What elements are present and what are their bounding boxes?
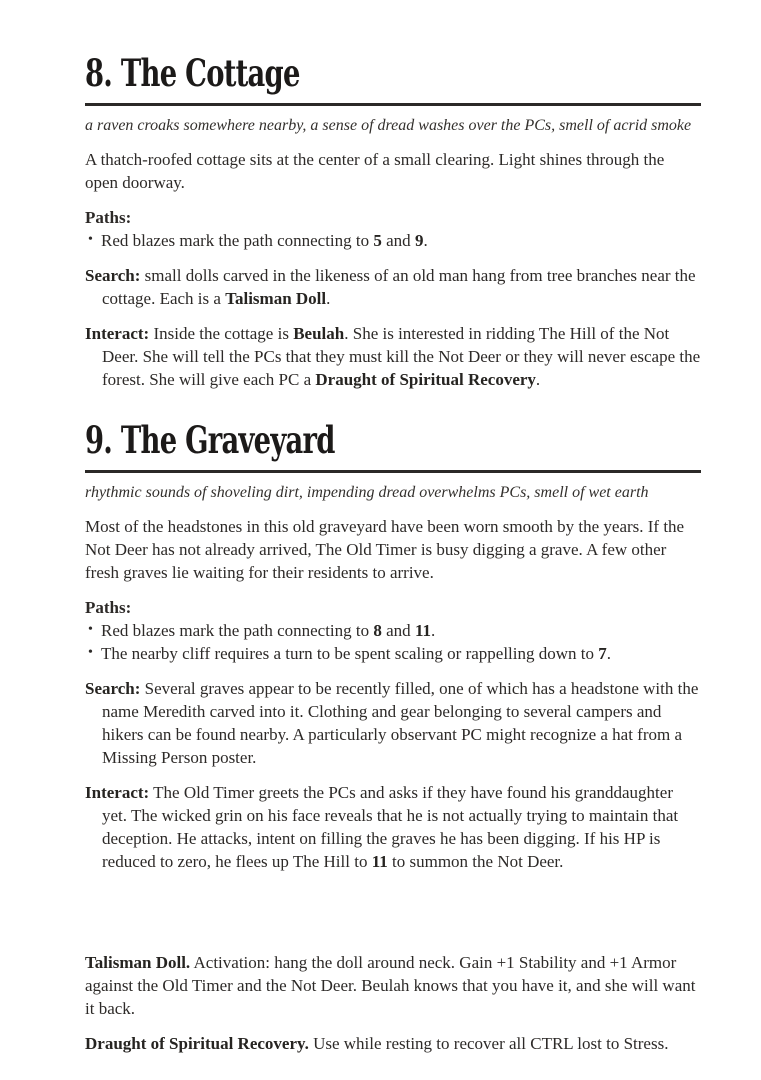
- path-item: • Red blazes mark the path connecting to 5 and 9.: [85, 229, 701, 252]
- search-paragraph: Search: small dolls carved in the likeness of an old man hang from tree branches near the cottage. Each is a Talisman Doll.: [85, 266, 696, 308]
- intro-paragraph: A thatch-roofed cottage sits at the center of a small clearing. Light shines through the open doorway.: [85, 150, 665, 192]
- item-paragraph-draught: Draught of Spiritual Recovery. Use while resting to recover all CTRL lost to Stress.: [85, 1034, 669, 1053]
- paths-list: [85, 619, 701, 665]
- section-title: 8. The Cottage: [85, 51, 300, 95]
- flavor-text: a raven croaks somewhere nearby, a sense of dread washes over the PCs, smell of acrid smoke: [85, 117, 692, 134]
- intro-paragraph: Most of the headstones in this old graveyard have been worn smooth by the years. If the Not Deer has not already arrived, The Old Timer is busy digging a grave. A few other fresh graves lie waiting for their residents to arrive.: [85, 517, 685, 582]
- path-item: • Red blazes mark the path connecting to 8 and 11.: [85, 619, 701, 642]
- interact-paragraph: Interact: The Old Timer greets the PCs and asks if they have found his granddaughter yet. The wicked grin on his face reveals that he is not actually trying to maintain that deception. He attacks, intent on filling the graves he has been digging. If his HP is reduced to zero, he flees up The Hill to 11 to summon the Not Deer.: [85, 783, 679, 871]
- search-paragraph: Search: Several graves appear to be recently filled, one of which has a headstone with the name Meredith carved into it. Clothing and gear belonging to several campers and hikers can be found nearby. A particularly observant PC might recognize a hat from a Missing Person poster.: [85, 679, 699, 767]
- item-paragraph-talisman-doll: Talisman Doll. Activation: hang the doll around neck. Gain +1 Stability and +1 Armor against the Old Timer and the Not Deer. Beulah knows that you have it, and she will want it back.: [85, 953, 696, 1018]
- section-the-graveyard: [85, 418, 701, 873]
- flavor-text: rhythmic sounds of shoveling dirt, impending dread overwhelms PCs, smell of wet earth: [85, 484, 649, 501]
- item-descriptions: [85, 951, 701, 1055]
- section-heading-rule: [85, 418, 701, 473]
- paths-label: Paths:: [85, 598, 132, 617]
- interact-paragraph: Interact: Inside the cottage is Beulah. She is interested in ridding The Hill of the Not Deer. She will tell the PCs that they must kill the Not Deer or they will never escape the forest. She will give each PC a Draught of Spiritual Recovery.: [85, 324, 701, 389]
- path-item: • The nearby cliff requires a turn to be spent scaling or rappelling down to 7.: [85, 642, 701, 665]
- paths-list: [85, 229, 701, 252]
- section-heading-rule: [85, 51, 701, 106]
- section-title: 9. The Graveyard: [85, 418, 335, 462]
- section-the-cottage: [85, 51, 701, 391]
- paths-label: Paths:: [85, 208, 132, 227]
